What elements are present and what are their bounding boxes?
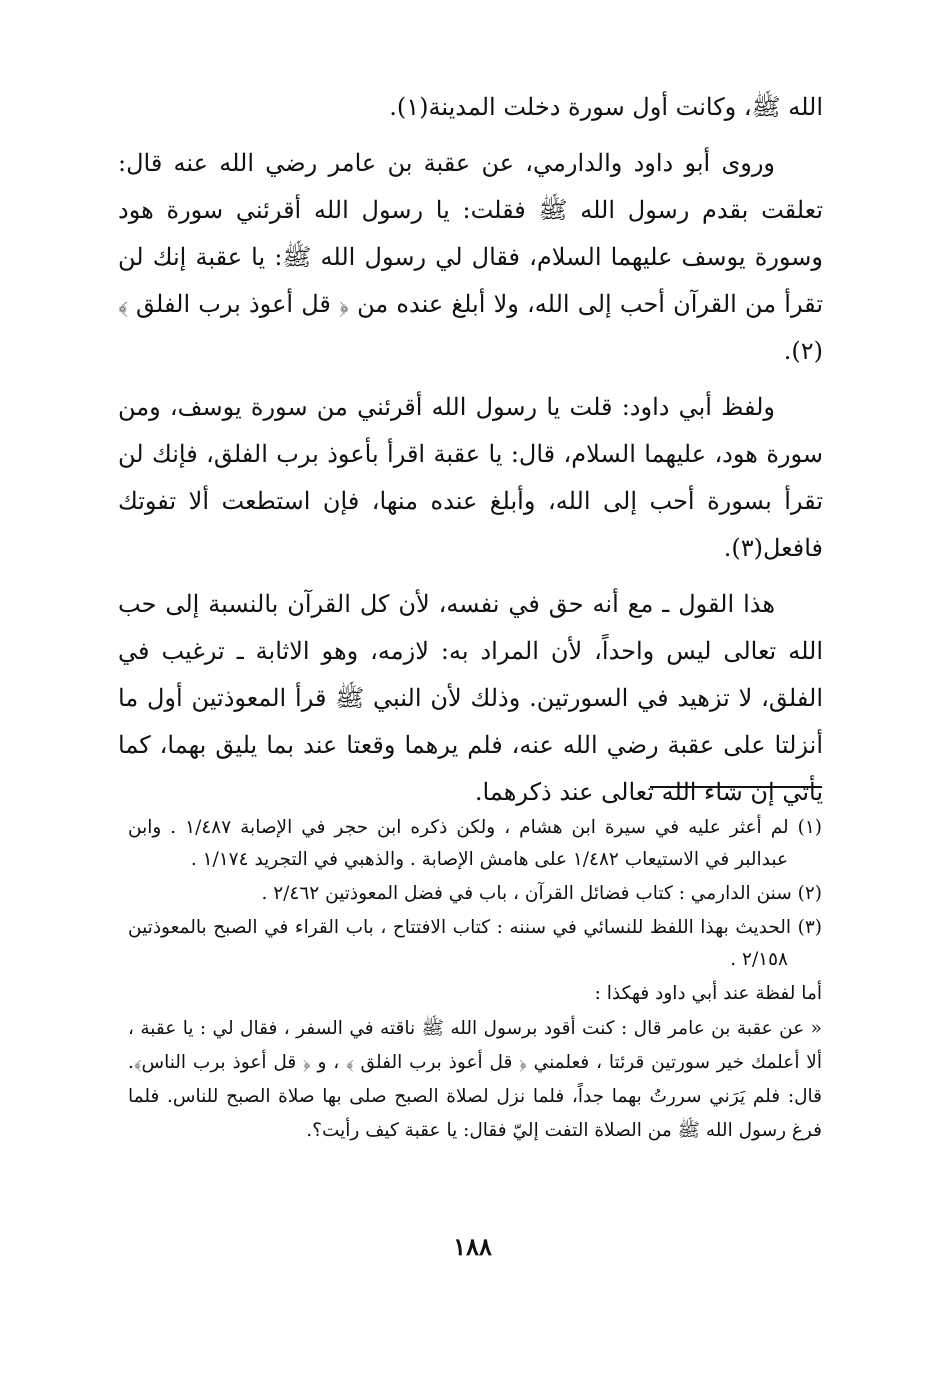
footnote-3-intro: أما لفظة عند أبي داود فهكذا : xyxy=(594,983,822,1004)
paragraph-3: ولفظ أبي داود: قلت يا رسول الله أقرئني من سورة يوسف، ومن سورة هود، عليهما السلام، قال: يا عقبة اقرأ بأعوذ برب الفلق، فإنك لن تقرأ بسورة أحب إلى الله، وأبلغ عنده منها، فإن استطعت ألا تفوتك فافعل(٣). xyxy=(118,393,823,562)
footnote-divider xyxy=(650,786,822,788)
footnotes xyxy=(128,812,822,1150)
page-number: ١٨٨ xyxy=(453,1232,492,1261)
footnote-1: (١) لم أعثر عليه في سيرة ابن هشام ، ولكن ذكره ابن حجر في الإصابة ١/٤٨٧ . وابن عبدالبر في الاستيعاب ١/٤٨٢ على هامش الإصابة . والذهبي في التجريد ١/١٧٤ . xyxy=(128,817,822,870)
paragraph-1: الله ﷺ، وكانت أول سورة دخلت المدينة(١). xyxy=(389,93,823,121)
paragraph-2: وروى أبو داود والدارمي، عن عقبة بن عامر رضي الله عنه قال: تعلقت بقدم رسول الله ﷺ فقلت: يا رسول الله أقرئني سورة هود وسورة يوسف عليهما السلام، فقال لي رسول الله ﷺ: يا عقبة إنك لن تقرأ من القرآن أحب إلى الله، ولا أبلغ عنده من ﴿ قل أعوذ برب الفلق ﴾(٢). xyxy=(118,149,823,365)
footnote-3: (٣) الحديث بهذا اللفظ للنسائي في سننه : كتاب الافتتاح ، باب القراء في الصبح بالمعوذتين ٢/١٥٨ . xyxy=(128,917,822,970)
paragraph-4: هذا القول ـ مع أنه حق في نفسه، لأن كل القرآن بالنسبة إلى حب الله تعالى ليس واحداً، لأن المراد به: لازمه، وهو الاثابة ـ ترغيب في الفلق، لا تزهيد في السورتين. وذلك لأن النبي ﷺ قرأ المعوذتين أول ما أنزلتا على عقبة رضي الله عنه، فلم يرهما وقعتا عند بما يليق بهما، كما يأتي إن شاء الله تعالى عند ذكرهما. xyxy=(118,590,823,806)
footnote-3-quote: « عن عقبة بن عامر قال : كنت أقود برسول الله ﷺ ناقته في السفر ، فقال لي : يا عقبة ، ألا أعلمك خير سورتين قرئتا ، فعلمني ﴿ قل أعوذ برب الفلق ﴾ ، و ﴿ قل أعوذ برب الناس﴾. قال: فلم يَرَني سررتُ بهما جداً، فلما نزل لصلاة الصبح صلى بها صلاة الصبح للناس. فلما فرغ رسول الله ﷺ من الصلاة التفت إليّ فقال: يا عقبة كيف رأيت؟. xyxy=(128,1018,822,1141)
footnote-2: (٢) سنن الدارمي : كتاب فضائل القرآن ، باب في فضل المعوذتين ٢/٤٦٢ . xyxy=(261,883,822,904)
main-text xyxy=(118,84,823,825)
